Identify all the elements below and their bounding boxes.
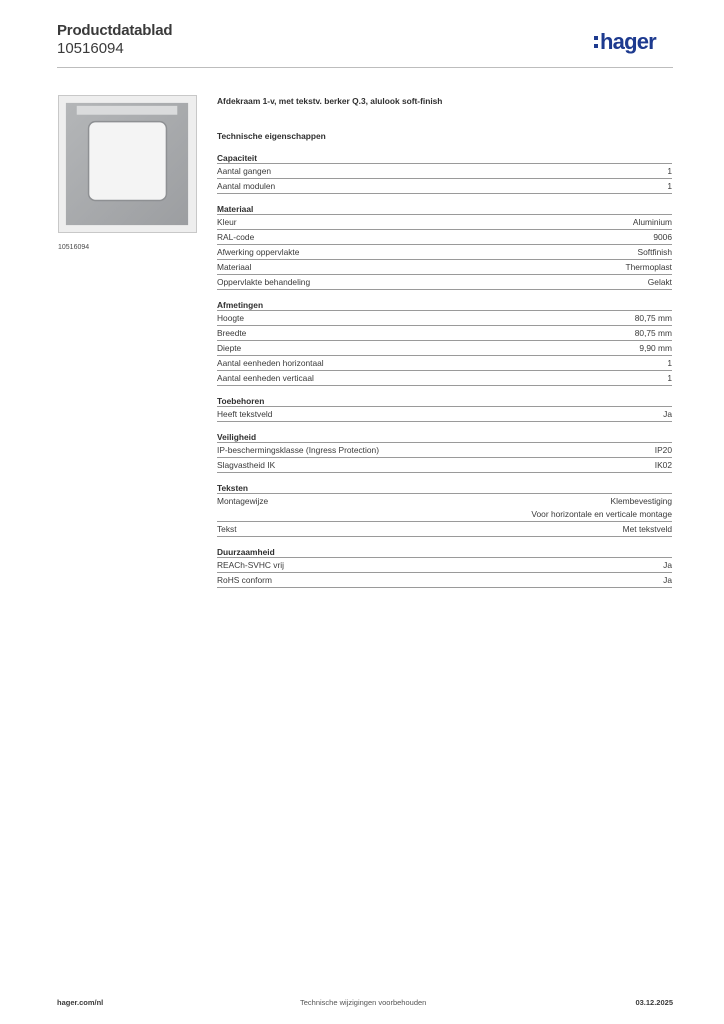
spec-row	[217, 275, 672, 290]
spec-key: Aantal modulen	[217, 181, 276, 191]
spec-value	[663, 559, 672, 572]
spec-row	[217, 245, 672, 260]
frame-opening	[89, 122, 167, 201]
spec-section	[217, 395, 672, 422]
spec-value	[667, 357, 672, 370]
spec-row	[217, 164, 672, 179]
spec-value	[655, 444, 672, 457]
spec-content	[217, 95, 672, 588]
spec-value-line: 9006	[653, 232, 672, 242]
spec-key: Aantal eenheden horizontaal	[217, 358, 324, 368]
section-title: Veiligheid	[217, 431, 672, 443]
spec-row	[217, 458, 672, 473]
spec-value	[663, 408, 672, 421]
spec-value	[648, 276, 672, 289]
spec-value-line: 1	[667, 373, 672, 383]
spec-key: Diepte	[217, 343, 242, 353]
section-title: Duurzaamheid	[217, 546, 672, 558]
image-caption: 10516094	[58, 244, 90, 251]
spec-value	[531, 495, 672, 521]
spec-key: Hoogte	[217, 313, 245, 323]
spec-key: Aantal gangen	[217, 166, 272, 176]
footer-date: 03.12.2025	[635, 998, 673, 1007]
spec-value	[655, 459, 672, 472]
spec-key: IP-beschermingsklasse (Ingress Protection)	[217, 445, 379, 455]
spec-row	[217, 558, 672, 573]
spec-value-line: Klembevestiging	[610, 496, 672, 506]
spec-section	[217, 431, 672, 473]
spec-value	[638, 246, 672, 259]
spec-value	[663, 574, 672, 587]
spec-value-line: 9,90 mm	[639, 343, 672, 353]
spec-row	[217, 326, 672, 341]
spec-value	[667, 180, 672, 193]
product-number: 10516094	[57, 40, 124, 57]
spec-value-line: 80,75 mm	[634, 328, 672, 338]
spec-key: Aantal eenheden verticaal	[217, 373, 314, 383]
spec-row	[217, 407, 672, 422]
spec-section	[217, 203, 672, 290]
spec-row	[217, 260, 672, 275]
spec-row	[217, 311, 672, 326]
spec-value-line: 1	[667, 358, 672, 368]
spec-value-line: Gelakt	[647, 277, 672, 287]
spec-key: REACh-SVHC vrij	[217, 560, 285, 570]
spec-key: Slagvastheid IK	[217, 460, 276, 470]
spec-row	[217, 522, 672, 537]
spec-value-line: Ja	[663, 560, 672, 570]
spec-key: Montagewijze	[217, 496, 269, 506]
spec-key: Materiaal	[217, 262, 252, 272]
spec-value-line: IP20	[654, 445, 672, 455]
spec-value	[653, 231, 672, 244]
section-title: Materiaal	[217, 203, 672, 215]
spec-row	[217, 179, 672, 194]
section-title: Afmetingen	[217, 299, 672, 311]
spec-value-line: Ja	[663, 409, 672, 419]
spec-row	[217, 443, 672, 458]
spec-value-line: 1	[667, 181, 672, 191]
section-title: Teksten	[217, 482, 672, 494]
spec-value-line: 80,75 mm	[634, 313, 672, 323]
spec-value	[625, 261, 672, 274]
spec-key: Kleur	[217, 217, 237, 227]
spec-value-line: 1	[667, 166, 672, 176]
spec-row	[217, 371, 672, 386]
spec-value-line: Voor horizontale en verticale montage	[531, 509, 672, 519]
spec-key: RoHS conform	[217, 575, 272, 585]
spec-value	[623, 523, 672, 536]
spec-key: Oppervlakte behandeling	[217, 277, 311, 287]
spec-value	[635, 327, 672, 340]
spec-row	[217, 341, 672, 356]
spec-value-line: Softfinish	[637, 247, 672, 257]
header-divider	[57, 67, 673, 68]
text-field-shape	[77, 106, 178, 115]
spec-row	[217, 573, 672, 588]
spec-key: Breedte	[217, 328, 247, 338]
spec-section	[217, 546, 672, 588]
spec-key: Tekst	[217, 524, 237, 534]
tech-heading: Technische eigenschappen	[217, 131, 326, 141]
spec-row	[217, 494, 672, 522]
spec-section	[217, 152, 672, 194]
section-title: Toebehoren	[217, 395, 672, 407]
spec-value	[633, 216, 672, 229]
spec-value-line: Aluminium	[632, 217, 672, 227]
spec-value-line: Ja	[663, 575, 672, 585]
section-title: Capaciteit	[217, 152, 672, 164]
spec-value-line: Met tekstveld	[622, 524, 672, 534]
spec-row	[217, 230, 672, 245]
spec-section	[217, 482, 672, 537]
spec-value	[667, 372, 672, 385]
footer-notice: Technische wijzigingen voorbehouden	[300, 998, 427, 1007]
page-title: Productdatablad	[57, 22, 173, 39]
spec-value	[667, 165, 672, 178]
spec-value	[635, 312, 672, 325]
spec-key: RAL-code	[217, 232, 255, 242]
logo-text: hager	[600, 29, 656, 54]
spec-value	[639, 342, 672, 355]
spec-row	[217, 356, 672, 371]
product-description: Afdekraam 1-v, met tekstv. berker Q.3, alulook soft-finish	[217, 96, 443, 106]
hager-logo	[592, 27, 674, 59]
spec-value-line: Thermoplast	[625, 262, 672, 272]
footer-website: hager.com/nl	[57, 998, 104, 1007]
spec-key: Heeft tekstveld	[217, 409, 273, 419]
spec-row	[217, 215, 672, 230]
spec-value-line: IK02	[654, 460, 672, 470]
product-image	[58, 95, 197, 233]
spec-section	[217, 299, 672, 386]
spec-key: Afwerking oppervlakte	[217, 247, 300, 257]
spec-sections	[217, 152, 672, 588]
